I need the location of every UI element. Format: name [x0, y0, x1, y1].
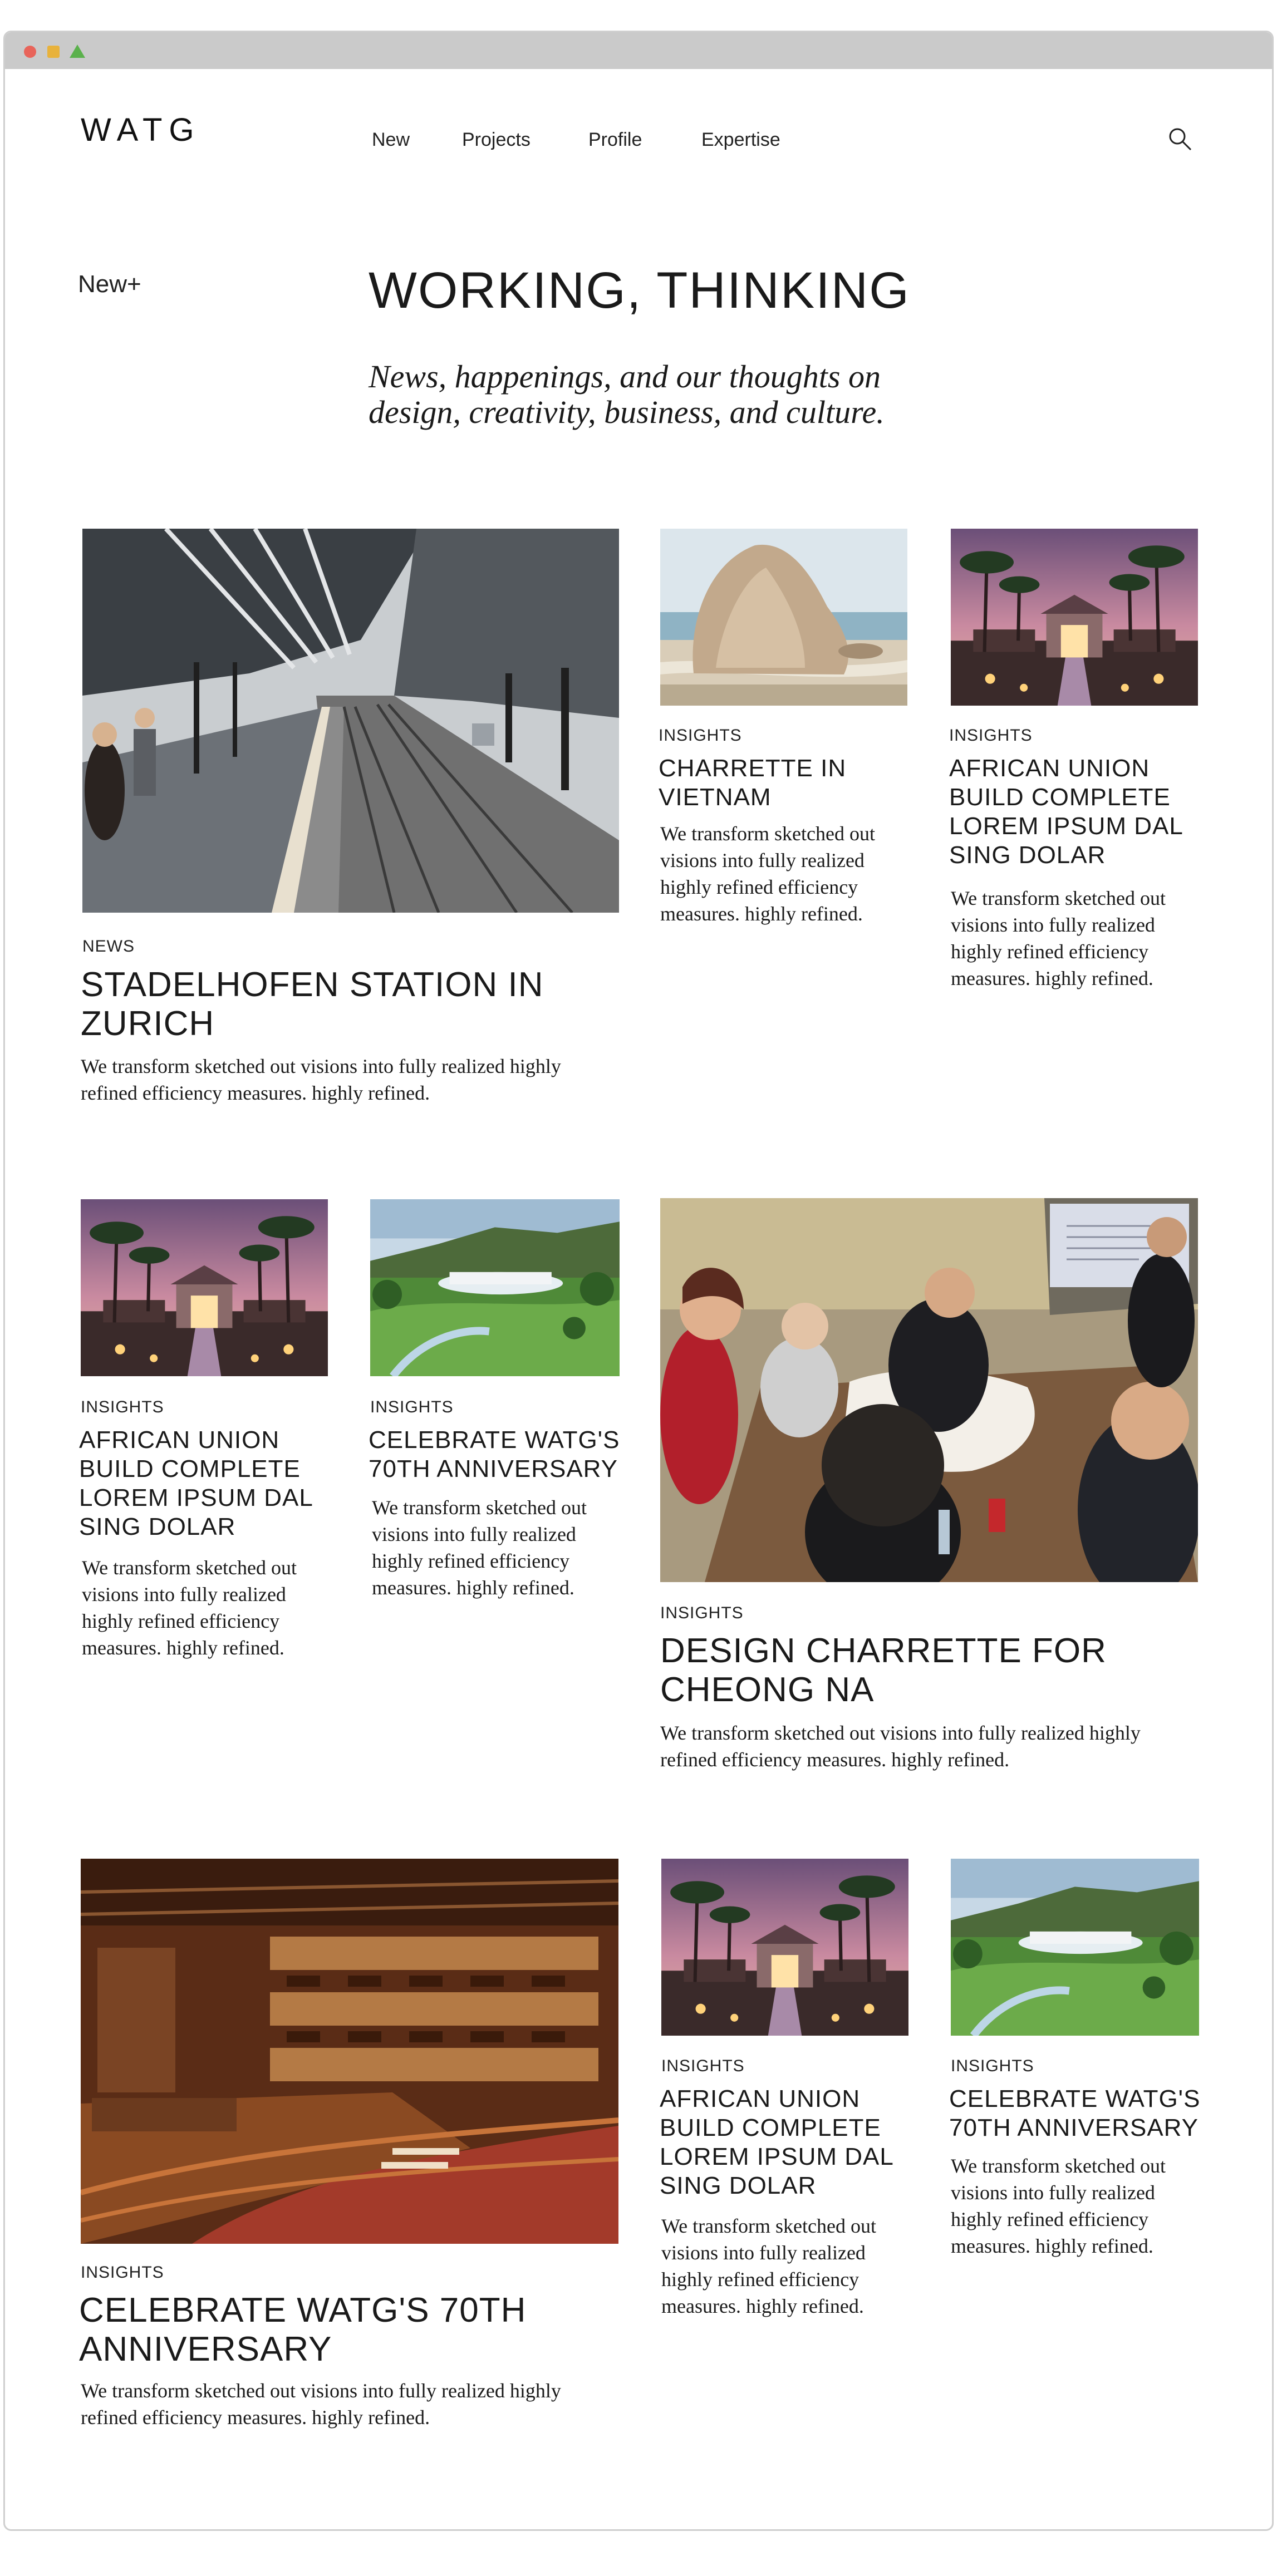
article-tag: INSIGHTS — [81, 1398, 164, 1416]
article-body: We transform sketched out visions into fully realized highly refined efficiency measures. highly refined. — [372, 1496, 587, 1599]
search-icon[interactable] — [1167, 126, 1193, 152]
minimize-window-button[interactable] — [47, 46, 60, 58]
meeting-photo[interactable] — [660, 1198, 1198, 1582]
article-title[interactable]: CELEBRATE WATG'S 70TH ANNIVERSARY — [369, 1426, 620, 1482]
article-title[interactable]: AFRICAN UNION BUILD COMPLETE LOREM IPSUM DAL SING DOLAR — [660, 2085, 893, 2199]
article-title[interactable]: CHARRETTE IN VIETNAM — [659, 755, 847, 811]
zoom-window-button[interactable] — [70, 45, 85, 58]
page-title: WORKING, THINKING — [369, 262, 910, 319]
section-label: New+ — [78, 270, 141, 298]
resort-palms-photo[interactable] — [661, 1859, 908, 2036]
page-intro: News, happenings, and our thoughts on design, creativity, business, and culture. — [369, 358, 885, 430]
article-body: We transform sketched out visions into fully realized highly refined efficiency measures. highly refined. — [81, 2380, 561, 2429]
window-titlebar — [5, 32, 1272, 69]
golf-course-photo[interactable] — [370, 1199, 620, 1376]
article-tag: INSIGHTS — [949, 726, 1033, 745]
train-station-photo[interactable] — [82, 529, 619, 913]
article-title[interactable]: CELEBRATE WATG'S 70TH ANNIVERSARY — [79, 2291, 527, 2368]
resort-palms-photo[interactable] — [81, 1199, 328, 1376]
article-body: We transform sketched out visions into fully realized highly refined efficiency measures. highly refined. — [951, 887, 1166, 989]
article-body: We transform sketched out visions into fully realized highly refined efficiency measures. highly refined. — [660, 1722, 1141, 1771]
article-title[interactable]: DESIGN CHARRETTE FOR CHEONG NA — [660, 1632, 1107, 1709]
article-title[interactable]: AFRICAN UNION BUILD COMPLETE LOREM IPSUM DAL SING DOLAR — [949, 755, 1183, 869]
article-tag: INSIGHTS — [81, 2263, 164, 2282]
article-tag: INSIGHTS — [659, 726, 742, 745]
close-window-button[interactable] — [24, 46, 36, 58]
article-tag: NEWS — [82, 937, 135, 955]
article-body: We transform sketched out visions into fully realized highly refined efficiency measures. highly refined. — [81, 1055, 561, 1104]
golf-course-photo[interactable] — [951, 1859, 1199, 2036]
article-title[interactable]: AFRICAN UNION BUILD COMPLETE LOREM IPSUM DAL SING DOLAR — [79, 1426, 313, 1540]
article-title[interactable]: CELEBRATE WATG'S 70TH ANNIVERSARY — [949, 2085, 1201, 2141]
article-body: We transform sketched out visions into fully realized highly refined efficiency measures. highly refined. — [951, 2155, 1166, 2257]
theater-photo[interactable] — [81, 1859, 618, 2244]
article-body: We transform sketched out visions into fully realized highly refined efficiency measures. highly refined. — [660, 822, 875, 925]
nav-new[interactable]: New — [372, 129, 410, 150]
rock-beach-photo[interactable] — [660, 529, 907, 706]
article-tag: INSIGHTS — [951, 2057, 1034, 2075]
nav-projects[interactable]: Projects — [462, 129, 531, 150]
article-tag: INSIGHTS — [660, 1604, 744, 1622]
article-tag: INSIGHTS — [370, 1398, 454, 1416]
article-tag: INSIGHTS — [661, 2057, 745, 2075]
resort-palms-photo[interactable] — [951, 529, 1198, 706]
nav-profile[interactable]: Profile — [588, 129, 642, 150]
nav-expertise[interactable]: Expertise — [701, 129, 780, 150]
article-body: We transform sketched out visions into fully realized highly refined efficiency measures. highly refined. — [82, 1557, 297, 1659]
article-body: We transform sketched out visions into fully realized highly refined efficiency measures. highly refined. — [661, 2215, 876, 2317]
watg-logo[interactable]: WATG — [81, 112, 201, 148]
article-title[interactable]: STADELHOFEN STATION IN ZURICH — [81, 966, 544, 1043]
